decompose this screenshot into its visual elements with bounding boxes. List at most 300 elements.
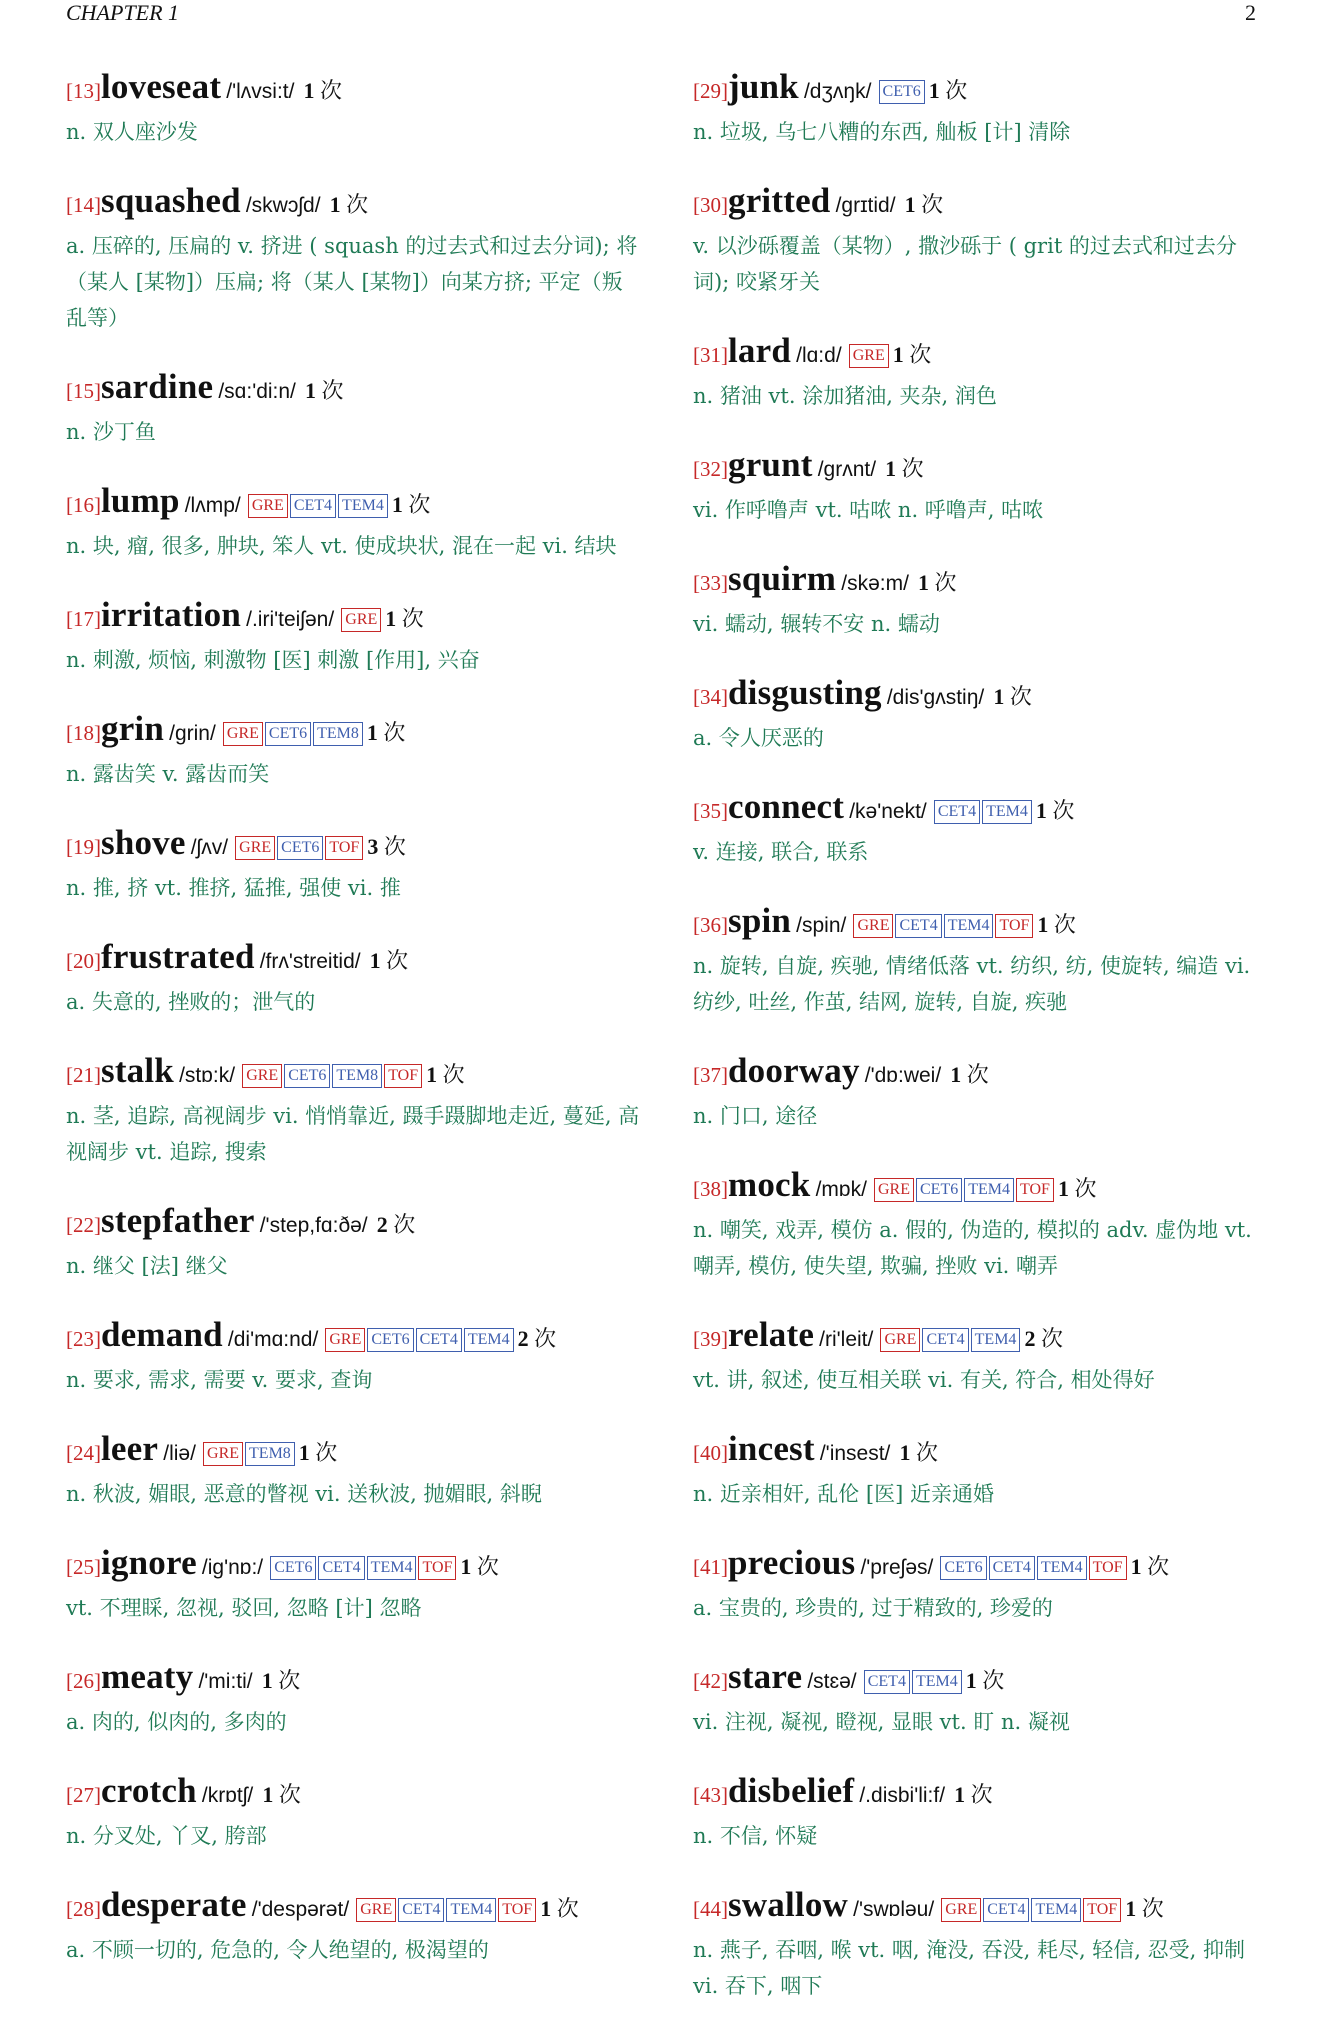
- headword: mock: [728, 1165, 811, 1204]
- headword: irritation: [101, 595, 242, 634]
- vocab-entry: [66, 366, 641, 450]
- headword: desperate: [101, 1885, 247, 1924]
- entry-number: [42]: [693, 1669, 728, 1693]
- exam-tag: TEM4: [1031, 1898, 1081, 1922]
- definition: vt. 不理睬, 忽视, 驳回, 忽略 [计] 忽略: [66, 1596, 422, 1620]
- exam-tag: TOF: [418, 1556, 456, 1580]
- frequency-unit: 次: [442, 1062, 465, 1087]
- headword: swallow: [728, 1885, 849, 1924]
- frequency-count: 1: [885, 456, 897, 481]
- definition: n. 露齿笑 v. 露齿而笑: [66, 762, 270, 786]
- phonetic: /ig'nɒ:/: [201, 1556, 264, 1579]
- headword: stalk: [101, 1051, 174, 1090]
- frequency-unit: 次: [966, 1062, 989, 1087]
- chapter-title: CHAPTER 1: [66, 0, 180, 25]
- headword: connect: [728, 787, 845, 826]
- frequency-count: 1: [1035, 798, 1047, 823]
- headword: leer: [101, 1429, 159, 1468]
- frequency-count: 1: [892, 342, 904, 367]
- frequency-unit: 次: [1009, 684, 1032, 709]
- frequency-count: 1: [426, 1062, 438, 1087]
- frequency-unit: 次: [383, 720, 406, 745]
- headword: lard: [728, 331, 792, 370]
- frequency-count: 1: [904, 192, 916, 217]
- frequency: [893, 342, 932, 367]
- entry-headline: [693, 1542, 1268, 1590]
- definition: vi. 蠕动, 辗转不安 n. 蠕动: [693, 612, 940, 636]
- entry-headline: [693, 786, 1268, 834]
- exam-tag: TEM8: [313, 722, 363, 746]
- exam-tag: CET4: [398, 1898, 444, 1922]
- definition: n. 嘲笑, 戏弄, 模仿 a. 假的, 伪造的, 模拟的 adv. 虚伪地 vt. 嘲弄, 模仿, 使失望, 欺骗, 挫败 vi. 嘲弄: [693, 1218, 1252, 1278]
- definition: v. 连接, 联合, 联系: [693, 840, 869, 864]
- entry-headline: [693, 1884, 1268, 1932]
- vocab-entry: [66, 180, 641, 336]
- entry-headline: [66, 1050, 641, 1098]
- headword: junk: [728, 67, 799, 106]
- frequency: [1037, 912, 1076, 937]
- exam-tag: TEM4: [464, 1328, 514, 1352]
- frequency: [993, 684, 1032, 709]
- phonetic: /ri'leit/: [819, 1328, 874, 1351]
- entry-number: [34]: [693, 685, 728, 709]
- frequency-count: 1: [899, 1440, 911, 1465]
- headword: precious: [728, 1543, 856, 1582]
- phonetic: /sɑ:'di:n/: [218, 380, 296, 403]
- frequency: [905, 192, 944, 217]
- entry-headline: [693, 1656, 1268, 1704]
- frequency: [460, 1554, 499, 1579]
- vocab-entry: [693, 1770, 1268, 1854]
- exam-tag: GRE: [223, 722, 263, 746]
- phonetic: /dis'gʌstiŋ/: [886, 686, 985, 709]
- phonetic: /di'mɑ:nd/: [227, 1328, 319, 1351]
- frequency: [1125, 1896, 1164, 1921]
- frequency-count: 1: [329, 192, 341, 217]
- frequency-count: 1: [460, 1554, 472, 1579]
- definition: n. 秋波, 媚眼, 恶意的瞥视 vi. 送秋波, 抛媚眼, 斜睨: [66, 1482, 542, 1506]
- frequency-unit: 次: [321, 378, 344, 403]
- frequency-unit: 次: [278, 1668, 301, 1693]
- phonetic: /ʃʌv/: [190, 836, 229, 859]
- exam-tag: TEM4: [944, 914, 994, 938]
- entry-headline: [693, 180, 1268, 228]
- headword: sardine: [101, 367, 214, 406]
- phonetic: /lʌmp/: [184, 494, 241, 517]
- page-number: 2: [1245, 0, 1256, 25]
- frequency: [392, 492, 431, 517]
- frequency-count: 2: [1024, 1326, 1036, 1351]
- definition: a. 宝贵的, 珍贵的, 过于精致的, 珍爱的: [693, 1596, 1053, 1620]
- frequency-unit: 次: [278, 1782, 301, 1807]
- headword: demand: [101, 1315, 223, 1354]
- entry-number: [17]: [66, 607, 101, 631]
- entry-number: [24]: [66, 1441, 101, 1465]
- vocab-entry: [693, 1164, 1268, 1284]
- frequency-count: 1: [540, 1896, 552, 1921]
- phonetic: /'despərət/: [251, 1898, 350, 1921]
- frequency-unit: 次: [945, 78, 968, 103]
- exam-tag: TOF: [498, 1898, 536, 1922]
- entry-number: [16]: [66, 493, 101, 517]
- vocab-entry: [66, 480, 641, 564]
- frequency: [367, 834, 406, 859]
- exam-tag: TEM8: [245, 1442, 295, 1466]
- frequency-count: 2: [376, 1212, 388, 1237]
- vocabulary-columns: [66, 66, 1268, 2034]
- phonetic: /dʒʌŋk/: [803, 80, 872, 103]
- frequency-unit: 次: [1141, 1896, 1164, 1921]
- exam-tag: CET6: [879, 80, 925, 104]
- entry-headline: [66, 822, 641, 870]
- phonetic: /'lʌvsi:t/: [226, 80, 295, 103]
- entry-headline: [66, 1542, 641, 1590]
- frequency-unit: 次: [915, 1440, 938, 1465]
- vocab-entry: [66, 66, 641, 150]
- phonetic: /'dɒ:wei/: [864, 1064, 942, 1087]
- frequency-count: 3: [367, 834, 379, 859]
- frequency-unit: 次: [383, 834, 406, 859]
- right-column: [693, 66, 1268, 2034]
- entry-number: [38]: [693, 1177, 728, 1201]
- exam-tag: GRE: [242, 1064, 282, 1088]
- entry-headline: [66, 66, 641, 114]
- exam-tag: TEM4: [338, 494, 388, 518]
- entry-number: [23]: [66, 1327, 101, 1351]
- vocab-entry: [693, 1314, 1268, 1398]
- frequency-unit: 次: [901, 456, 924, 481]
- exam-tag: TOF: [1083, 1898, 1121, 1922]
- headword: squirm: [728, 559, 837, 598]
- exam-tag: GRE: [356, 1898, 396, 1922]
- left-column: [66, 66, 641, 2034]
- frequency-unit: 次: [970, 1782, 993, 1807]
- frequency-count: 1: [385, 606, 397, 631]
- vocab-entry: [66, 822, 641, 906]
- headword: disgusting: [728, 673, 882, 712]
- frequency-count: 1: [262, 1782, 274, 1807]
- frequency: [1036, 798, 1075, 823]
- definition: a. 肉的, 似肉的, 多肉的: [66, 1710, 287, 1734]
- exam-tag: GRE: [880, 1328, 920, 1352]
- phonetic: /'swɒləu/: [853, 1898, 935, 1921]
- phonetic: /liə/: [163, 1442, 196, 1465]
- definition: n. 门口, 途径: [693, 1104, 818, 1128]
- entry-number: [26]: [66, 1669, 101, 1693]
- phonetic: /mɒk/: [815, 1178, 867, 1201]
- vocab-entry: [693, 1428, 1268, 1512]
- headword: incest: [728, 1429, 815, 1468]
- phonetic: /frʌ'streitid/: [259, 950, 361, 973]
- exam-tag: TOF: [384, 1064, 422, 1088]
- vocab-entry: [66, 1770, 641, 1854]
- frequency-count: 1: [366, 720, 378, 745]
- headword: grunt: [728, 445, 813, 484]
- frequency: [305, 378, 344, 403]
- definition: n. 推, 挤 vt. 推挤, 猛推, 强使 vi. 推: [66, 876, 401, 900]
- phonetic: /spin/: [796, 914, 847, 937]
- vocab-entry: [66, 1884, 641, 1968]
- headword: squashed: [101, 181, 241, 220]
- frequency-unit: 次: [1053, 912, 1076, 937]
- frequency: [1024, 1326, 1063, 1351]
- definition: n. 沙丁鱼: [66, 420, 156, 444]
- exam-tag: TOF: [325, 836, 363, 860]
- entry-number: [29]: [693, 79, 728, 103]
- entry-number: [25]: [66, 1555, 101, 1579]
- frequency-count: 1: [261, 1668, 273, 1693]
- vocab-entry: [693, 444, 1268, 528]
- exam-tag: GRE: [203, 1442, 243, 1466]
- phonetic: /skwɔʃd/: [245, 194, 321, 217]
- headword: lump: [101, 481, 180, 520]
- exam-tag: CET6: [270, 1556, 316, 1580]
- headword: gritted: [728, 181, 831, 220]
- headword: ignore: [101, 1543, 197, 1582]
- entry-number: [33]: [693, 571, 728, 595]
- exam-tag: TEM4: [964, 1178, 1014, 1202]
- definition: n. 要求, 需求, 需要 v. 要求, 查询: [66, 1368, 373, 1392]
- definition: vi. 作呼噜声 vt. 咕哝 n. 呼噜声, 咕哝: [693, 498, 1044, 522]
- frequency-unit: 次: [346, 192, 369, 217]
- exam-tag: CET6: [265, 722, 311, 746]
- definition: n. 刺激, 烦恼, 刺激物 [医] 刺激 [作用], 兴奋: [66, 648, 480, 672]
- exam-tag: TEM4: [367, 1556, 417, 1580]
- entry-headline: [66, 1770, 641, 1818]
- vocab-entry: [693, 1050, 1268, 1134]
- frequency-unit: 次: [1074, 1176, 1097, 1201]
- frequency-unit: 次: [393, 1212, 416, 1237]
- headword: grin: [101, 709, 165, 748]
- entry-number: [27]: [66, 1783, 101, 1807]
- definition: vi. 注视, 凝视, 瞪视, 显眼 vt. 盯 n. 凝视: [693, 1710, 1070, 1734]
- definition: n. 茎, 追踪, 高视阔步 vi. 悄悄靠近, 蹑手蹑脚地走近, 蔓延, 高视阔步 vt. 追踪, 搜索: [66, 1104, 640, 1164]
- exam-tag: GRE: [235, 836, 275, 860]
- definition: a. 不顾一切的, 危急的, 令人绝望的, 极渴望的: [66, 1938, 489, 1962]
- frequency-count: 1: [1037, 912, 1049, 937]
- entry-headline: [693, 1314, 1268, 1362]
- frequency-unit: 次: [534, 1326, 557, 1351]
- frequency-count: 1: [1130, 1554, 1142, 1579]
- phonetic: /grɪtid/: [835, 194, 896, 217]
- entry-headline: [693, 1428, 1268, 1476]
- frequency-count: 1: [305, 378, 316, 403]
- definition: n. 近亲相奸, 乱伦 [医] 近亲通婚: [693, 1482, 994, 1506]
- vocab-entry: [693, 66, 1268, 150]
- entry-headline: [66, 180, 641, 228]
- entry-headline: [66, 936, 641, 984]
- phonetic: /.iri'teiʃən/: [246, 608, 335, 631]
- exam-tag: CET6: [277, 836, 323, 860]
- vocab-entry: [693, 786, 1268, 870]
- frequency-count: 1: [369, 948, 381, 973]
- entry-number: [43]: [693, 1783, 728, 1807]
- entry-number: [40]: [693, 1441, 728, 1465]
- exam-tag: CET6: [940, 1556, 986, 1580]
- frequency-count: 1: [950, 1062, 962, 1087]
- entry-number: [32]: [693, 457, 728, 481]
- headword: frustrated: [101, 937, 255, 976]
- frequency: [518, 1326, 557, 1351]
- headword: stepfather: [101, 1201, 255, 1240]
- entry-headline: [693, 330, 1268, 378]
- frequency: [1131, 1554, 1170, 1579]
- headword: disbelief: [728, 1771, 855, 1810]
- entry-number: [30]: [693, 193, 728, 217]
- vocab-entry: [693, 330, 1268, 414]
- exam-tag: GRE: [325, 1328, 365, 1352]
- phonetic: /krɒtʃ/: [201, 1784, 254, 1807]
- frequency-count: 1: [298, 1440, 310, 1465]
- entry-number: [19]: [66, 835, 101, 859]
- definition: a. 令人厌恶的: [693, 726, 824, 750]
- frequency-unit: 次: [1147, 1554, 1170, 1579]
- frequency: [262, 1668, 301, 1693]
- entry-headline: [693, 66, 1268, 114]
- exam-tag: CET6: [284, 1064, 330, 1088]
- vocab-entry: [693, 1542, 1268, 1626]
- frequency: [304, 78, 343, 103]
- vocab-entry: [66, 1314, 641, 1398]
- definition: n. 垃圾, 乌七八糟的东西, 舢板 [计] 清除: [693, 120, 1071, 144]
- frequency-count: 1: [303, 78, 315, 103]
- definition: n. 不信, 怀疑: [693, 1824, 818, 1848]
- headword: meaty: [101, 1657, 194, 1696]
- exam-tag: GRE: [849, 344, 889, 368]
- definition: n. 双人座沙发: [66, 120, 198, 144]
- vocab-entry: [66, 1200, 641, 1284]
- exam-tag: GRE: [341, 608, 381, 632]
- frequency: [950, 1062, 989, 1087]
- frequency-count: 1: [391, 492, 403, 517]
- vocab-entry: [66, 594, 641, 678]
- entry-number: [35]: [693, 799, 728, 823]
- definition: vt. 讲, 叙述, 使互相关联 vi. 有关, 符合, 相处得好: [693, 1368, 1155, 1392]
- frequency: [966, 1668, 1005, 1693]
- phonetic: /stɛə/: [807, 1670, 857, 1693]
- headword: stare: [728, 1657, 803, 1696]
- frequency: [370, 948, 409, 973]
- entry-headline: [693, 444, 1268, 492]
- entry-number: [15]: [66, 379, 101, 403]
- frequency: [540, 1896, 579, 1921]
- entry-number: [22]: [66, 1213, 101, 1237]
- frequency-unit: 次: [1040, 1326, 1063, 1351]
- exam-tag: CET6: [916, 1178, 962, 1202]
- entry-headline: [693, 672, 1268, 720]
- exam-tag: CET4: [989, 1556, 1035, 1580]
- frequency-count: 2: [517, 1326, 529, 1351]
- entry-number: [39]: [693, 1327, 728, 1351]
- entry-number: [20]: [66, 949, 101, 973]
- vocab-entry: [693, 180, 1268, 300]
- entry-headline: [693, 558, 1268, 606]
- frequency-unit: 次: [1052, 798, 1075, 823]
- entry-number: [41]: [693, 1555, 728, 1579]
- exam-tag: TOF: [1089, 1556, 1127, 1580]
- entry-number: [13]: [66, 79, 101, 103]
- entry-headline: [66, 1656, 641, 1704]
- frequency: [367, 720, 406, 745]
- exam-tag: GRE: [941, 1898, 981, 1922]
- entry-number: [31]: [693, 343, 728, 367]
- frequency-unit: 次: [909, 342, 932, 367]
- frequency-count: 1: [928, 78, 940, 103]
- exam-tag: GRE: [874, 1178, 914, 1202]
- definition: a. 压碎的, 压扁的 v. 挤进 ( squash 的过去式和过去分词); 将（某人 [某物]）压扁; 将（某人 [某物]）向某方挤; 平定（叛乱等）: [66, 234, 638, 330]
- frequency-unit: 次: [386, 948, 409, 973]
- phonetic: /'mi:ti/: [198, 1670, 253, 1693]
- entry-number: [28]: [66, 1897, 101, 1921]
- frequency: [330, 192, 369, 217]
- frequency: [899, 1440, 938, 1465]
- phonetic: /grin/: [169, 722, 216, 745]
- entry-headline: [693, 1050, 1268, 1098]
- exam-tag: GRE: [853, 914, 893, 938]
- definition: v. 以沙砾覆盖（某物）, 撒沙砾于 ( grit 的过去式和过去分词); 咬紧牙关: [693, 234, 1237, 294]
- phonetic: /'preʃəs/: [860, 1556, 934, 1579]
- exam-tag: TEM4: [982, 800, 1032, 824]
- frequency: [262, 1782, 301, 1807]
- entry-headline: [66, 1884, 641, 1932]
- vocab-entry: [693, 1884, 1268, 2004]
- vocab-entry: [66, 1656, 641, 1740]
- entry-headline: [66, 1314, 641, 1362]
- frequency-count: 1: [1125, 1896, 1137, 1921]
- definition: n. 分叉处, 丫叉, 胯部: [66, 1824, 267, 1848]
- entry-headline: [66, 1200, 641, 1248]
- exam-tag: CET4: [416, 1328, 462, 1352]
- vocab-entry: [693, 672, 1268, 756]
- exam-tag: TEM4: [1037, 1556, 1087, 1580]
- definition: a. 失意的, 挫败的；泄气的: [66, 990, 316, 1014]
- frequency-unit: 次: [408, 492, 431, 517]
- exam-tag: TEM4: [446, 1898, 496, 1922]
- phonetic: /.disbi'li:f/: [859, 1784, 946, 1807]
- exam-tag: CET4: [983, 1898, 1029, 1922]
- vocab-entry: [693, 558, 1268, 642]
- frequency-unit: 次: [934, 570, 957, 595]
- exam-tag: CET4: [934, 800, 980, 824]
- headword: doorway: [728, 1051, 860, 1090]
- phonetic: /kə'nekt/: [849, 800, 927, 823]
- exam-tag: TOF: [995, 914, 1033, 938]
- vocab-entry: [66, 1542, 641, 1626]
- frequency-count: 1: [918, 570, 930, 595]
- exam-tag: GRE: [248, 494, 288, 518]
- frequency-unit: 次: [921, 192, 944, 217]
- entry-headline: [693, 900, 1268, 948]
- frequency: [1058, 1176, 1097, 1201]
- frequency-count: 1: [1057, 1176, 1069, 1201]
- exam-tag: TEM8: [332, 1064, 382, 1088]
- frequency-unit: 次: [315, 1440, 338, 1465]
- frequency: [954, 1782, 993, 1807]
- exam-tag: TEM4: [912, 1670, 962, 1694]
- phonetic: /stɒ:k/: [179, 1064, 236, 1087]
- frequency: [426, 1062, 465, 1087]
- vocab-entry: [66, 708, 641, 792]
- vocab-entry: [693, 1656, 1268, 1740]
- headword: relate: [728, 1315, 815, 1354]
- entry-headline: [66, 366, 641, 414]
- frequency: [918, 570, 957, 595]
- vocab-entry: [66, 936, 641, 1020]
- entry-number: [14]: [66, 193, 101, 217]
- frequency: [929, 78, 968, 103]
- exam-tag: CET6: [367, 1328, 413, 1352]
- phonetic: /skə:m/: [841, 572, 909, 595]
